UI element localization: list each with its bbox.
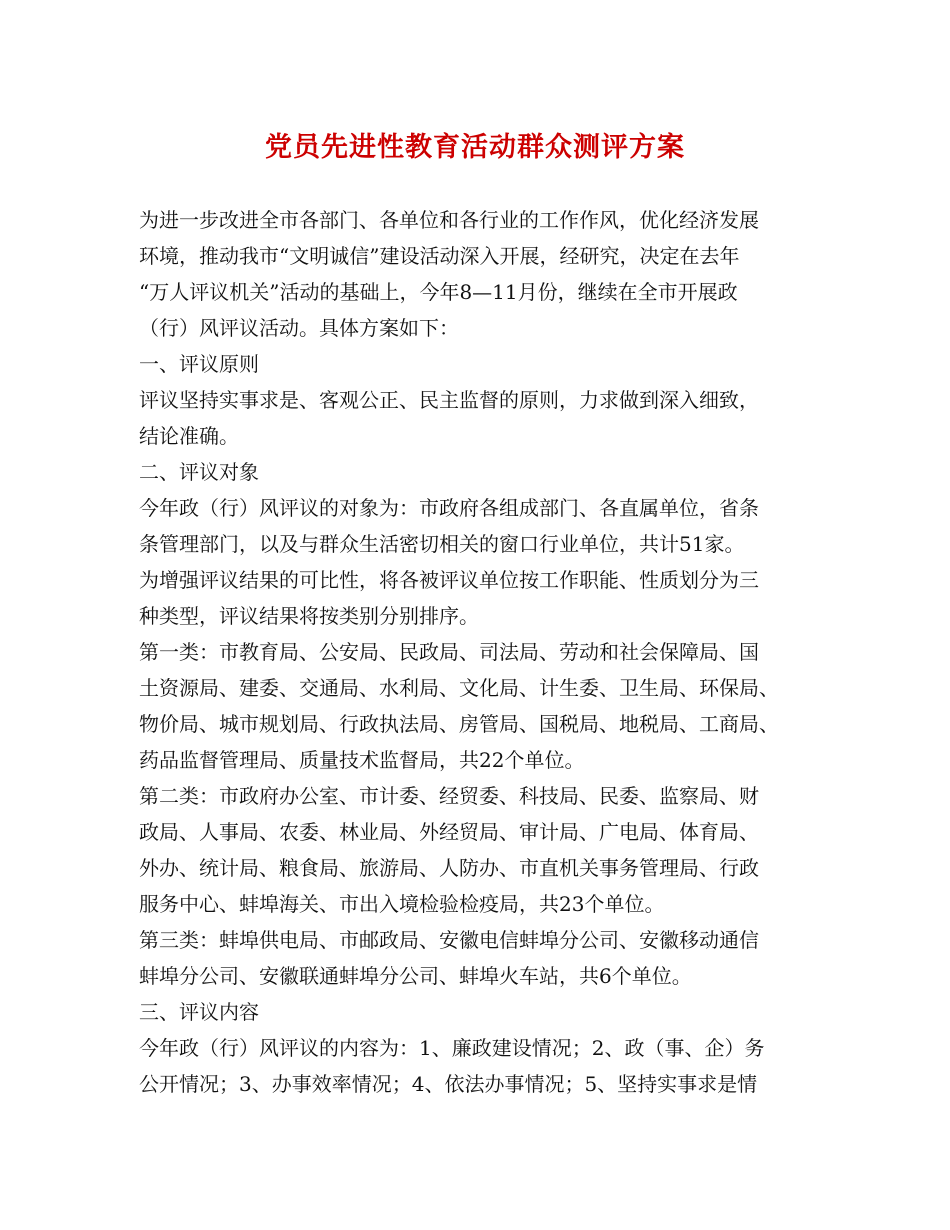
body-line: 种类型，评议结果将按类别分别排序。 bbox=[139, 604, 479, 628]
body-line: 外办、统计局、粮食局、旅游局、人防办、市直机关事务管理局、行政 bbox=[139, 856, 759, 880]
document-body bbox=[139, 202, 819, 1102]
body-line: 服务中心、蚌埠海关、市出入境检验检疫局，共23个单位。 bbox=[139, 892, 665, 916]
body-line: 为增强评议结果的可比性，将各被评议单位按工作职能、性质划分为三 bbox=[139, 568, 759, 592]
section-heading: 一、评议原则 bbox=[139, 352, 259, 376]
body-line: 条管理部门，以及与群众生活密切相关的窗口行业单位，共计51家。 bbox=[139, 532, 745, 556]
document-title: 党员先进性教育活动群众测评方案 bbox=[265, 132, 685, 163]
body-line: 第一类：市教育局、公安局、民政局、司法局、劳动和社会保障局、国 bbox=[139, 640, 759, 664]
section-heading: 三、评议内容 bbox=[139, 1000, 259, 1024]
body-line: 今年政（行）风评议的内容为：1、廉政建设情况；2、政（事、企）务 bbox=[139, 1036, 765, 1060]
body-line: 公开情况；3、办事效率情况；4、依法办事情况；5、坚持实事求是情 bbox=[139, 1072, 758, 1096]
body-line: 药品监督管理局、质量技术监督局，共22个单位。 bbox=[139, 748, 585, 772]
body-line: 土资源局、建委、交通局、水利局、文化局、计生委、卫生局、环保局、 bbox=[139, 676, 779, 700]
body-line: 评议坚持实事求是、客观公正、民主监督的原则，力求做到深入细致， bbox=[139, 388, 759, 412]
body-line: 今年政（行）风评议的对象为：市政府各组成部门、各直属单位，省条 bbox=[139, 496, 759, 520]
body-line: 为进一步改进全市各部门、各单位和各行业的工作作风，优化经济发展 bbox=[139, 208, 759, 232]
body-line: 第二类：市政府办公室、市计委、经贸委、科技局、民委、监察局、财 bbox=[139, 784, 759, 808]
body-line: 物价局、城市规划局、行政执法局、房管局、国税局、地税局、工商局、 bbox=[139, 712, 779, 736]
body-line: 第三类：蚌埠供电局、市邮政局、安徽电信蚌埠分公司、安徽移动通信 bbox=[139, 928, 759, 952]
body-line: 环境，推动我市“文明诚信”建设活动深入开展，经研究，决定在去年 bbox=[139, 244, 740, 268]
section-heading: 二、评议对象 bbox=[139, 460, 259, 484]
body-line: “万人评议机关”活动的基础上，今年8—11月份，继续在全市开展政 bbox=[139, 280, 738, 304]
body-line: 结论准确。 bbox=[139, 424, 239, 448]
body-line: 政局、人事局、农委、林业局、外经贸局、审计局、广电局、体育局、 bbox=[139, 820, 759, 844]
body-line: 蚌埠分公司、安徽联通蚌埠分公司、蚌埠火车站，共6个单位。 bbox=[139, 964, 692, 988]
body-line: （行）风评议活动。具体方案如下： bbox=[139, 316, 459, 340]
